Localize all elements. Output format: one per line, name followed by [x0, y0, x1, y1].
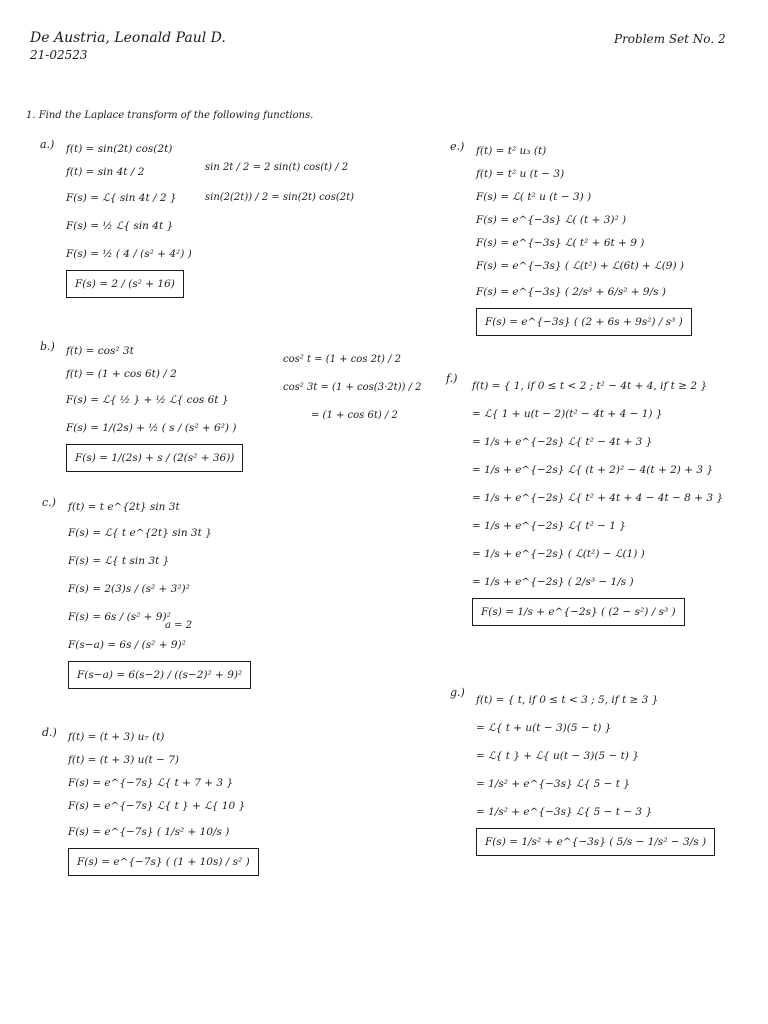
part-c-line: F(s) = ℒ{ t e^{2t} sin 3t } [68, 527, 212, 539]
part-d-label: d.) [42, 726, 57, 739]
part-g-line: = ℒ{ t + u(t − 3)(5 − t) } [476, 722, 612, 734]
student-name: De Austria, Leonald Paul D. [30, 30, 226, 46]
part-e-line: F(s) = e^{−3s} ℒ( (t + 3)² ) [476, 214, 627, 226]
part-b-line: F(s) = 1/(2s) + ½ ( s / (s² + 6²) ) [66, 422, 237, 434]
part-d-line: F(s) = e^{−7s} ℒ{ t } + ℒ{ 10 } [68, 800, 246, 812]
part-b-side-note: cos² t = (1 + cos 2t) / 2 [283, 354, 401, 365]
part-f-line: = 1/s + e^{−2s} ℒ{ (t + 2)² − 4(t + 2) + 3 } [472, 464, 714, 476]
part-c-line: f(t) = t e^{2t} sin 3t [68, 501, 180, 513]
part-g-line: = ℒ{ t } + ℒ{ u(t − 3)(5 − t) } [476, 750, 639, 762]
part-e-line: f(t) = t² u₃ (t) [476, 145, 547, 157]
part-f-line: = 1/s + e^{−2s} ℒ{ t² − 1 } [472, 520, 626, 532]
part-g-label: g.) [450, 686, 465, 699]
part-f-line: = 1/s + e^{−2s} ( ℒ(t²) − ℒ(1) ) [472, 548, 645, 560]
part-c-line: F(s) = ℒ{ t sin 3t } [68, 555, 170, 567]
part-g-line: f(t) = { t, if 0 ≤ t < 3 ; 5, if t ≥ 3 } [476, 694, 659, 706]
part-f-line: = ℒ{ 1 + u(t − 2)(t² − 4t + 4 − 1) } [472, 408, 663, 420]
part-e-label: e.) [450, 140, 465, 153]
part-g-line: = 1/s² + e^{−3s} ℒ{ 5 − t } [476, 778, 630, 790]
part-e-line: F(s) = e^{−3s} ℒ( t² + 6t + 9 ) [476, 237, 645, 249]
part-b-side-note: = (1 + cos 6t) / 2 [311, 410, 398, 421]
part-e-answer: F(s) = e^{−3s} ( (2 + 6s + 9s²) / s³ ) [476, 308, 692, 336]
part-a-side-note: sin 2t / 2 = 2 sin(t) cos(t) / 2 [205, 162, 349, 173]
part-b-line: f(t) = (1 + cos 6t) / 2 [66, 368, 177, 380]
part-a-line: F(s) = ½ ( 4 / (s² + 4²) ) [66, 248, 192, 260]
question-prompt: 1. Find the Laplace transform of the following functions. [26, 110, 314, 121]
part-f-line: = 1/s + e^{−2s} ( 2/s³ − 1/s ) [472, 576, 634, 588]
problem-set-title: Problem Set No. 2 [614, 32, 726, 46]
part-e-line: F(s) = ℒ( t² u (t − 3) ) [476, 191, 592, 203]
part-f-line: = 1/s + e^{−2s} ℒ{ t² + 4t + 4 − 4t − 8 + 3 } [472, 492, 724, 504]
part-a-answer: F(s) = 2 / (s² + 16) [66, 270, 184, 298]
part-f-answer: F(s) = 1/s + e^{−2s} ( (2 − s²) / s³ ) [472, 598, 685, 626]
part-d-line: F(s) = e^{−7s} ( 1/s² + 10/s ) [68, 826, 230, 838]
part-c-side-note: a = 2 [165, 620, 193, 631]
part-b-side-note: cos² 3t = (1 + cos(3·2t)) / 2 [283, 382, 422, 393]
part-e-line: F(s) = e^{−3s} ( ℒ(t²) + ℒ(6t) + ℒ(9) ) [476, 260, 685, 272]
part-b-answer: F(s) = 1/(2s) + s / (2(s² + 36)) [66, 444, 243, 472]
part-e-line: F(s) = e^{−3s} ( 2/s³ + 6/s² + 9/s ) [476, 286, 666, 298]
part-a-line: F(s) = ℒ{ sin 4t / 2 } [66, 192, 177, 204]
part-a-line: f(t) = sin(2t) cos(2t) [66, 143, 173, 155]
part-b-line: F(s) = ℒ{ ½ } + ½ ℒ{ cos 6t } [66, 394, 229, 406]
part-d-line: f(t) = (t + 3) u₇ (t) [68, 731, 165, 743]
part-b-line: f(t) = cos² 3t [66, 345, 134, 357]
part-a-side-note: sin(2(2t)) / 2 = sin(2t) cos(2t) [205, 192, 355, 203]
part-a-line: f(t) = sin 4t / 2 [66, 166, 145, 178]
part-d-answer: F(s) = e^{−7s} ( (1 + 10s) / s² ) [68, 848, 259, 876]
part-g-answer: F(s) = 1/s² + e^{−3s} ( 5/s − 1/s² − 3/s ) [476, 828, 715, 856]
part-b-label: b.) [40, 340, 55, 353]
part-c-answer: F(s−a) = 6(s−2) / ((s−2)² + 9)² [68, 661, 251, 689]
part-g-line: = 1/s² + e^{−3s} ℒ{ 5 − t − 3 } [476, 806, 653, 818]
part-d-line: f(t) = (t + 3) u(t − 7) [68, 754, 180, 766]
part-e-line: f(t) = t² u (t − 3) [476, 168, 565, 180]
part-c-line: F(s) = 6s / (s² + 9)² [68, 611, 171, 623]
part-c-line: F(s−a) = 6s / (s² + 9)² [68, 639, 186, 651]
part-f-line: f(t) = { 1, if 0 ≤ t < 2 ; t² − 4t + 4, if t ≥ 2 } [472, 380, 708, 392]
part-f-line: = 1/s + e^{−2s} ℒ{ t² − 4t + 3 } [472, 436, 653, 448]
part-c-label: c.) [42, 496, 56, 509]
part-f-label: f.) [446, 372, 458, 385]
part-c-line: F(s) = 2(3)s / (s² + 3²)² [68, 583, 190, 595]
student-id: 21-02523 [30, 48, 88, 62]
part-d-line: F(s) = e^{−7s} ℒ{ t + 7 + 3 } [68, 777, 234, 789]
part-a-line: F(s) = ½ ℒ{ sin 4t } [66, 220, 174, 232]
part-a-label: a.) [40, 138, 55, 151]
